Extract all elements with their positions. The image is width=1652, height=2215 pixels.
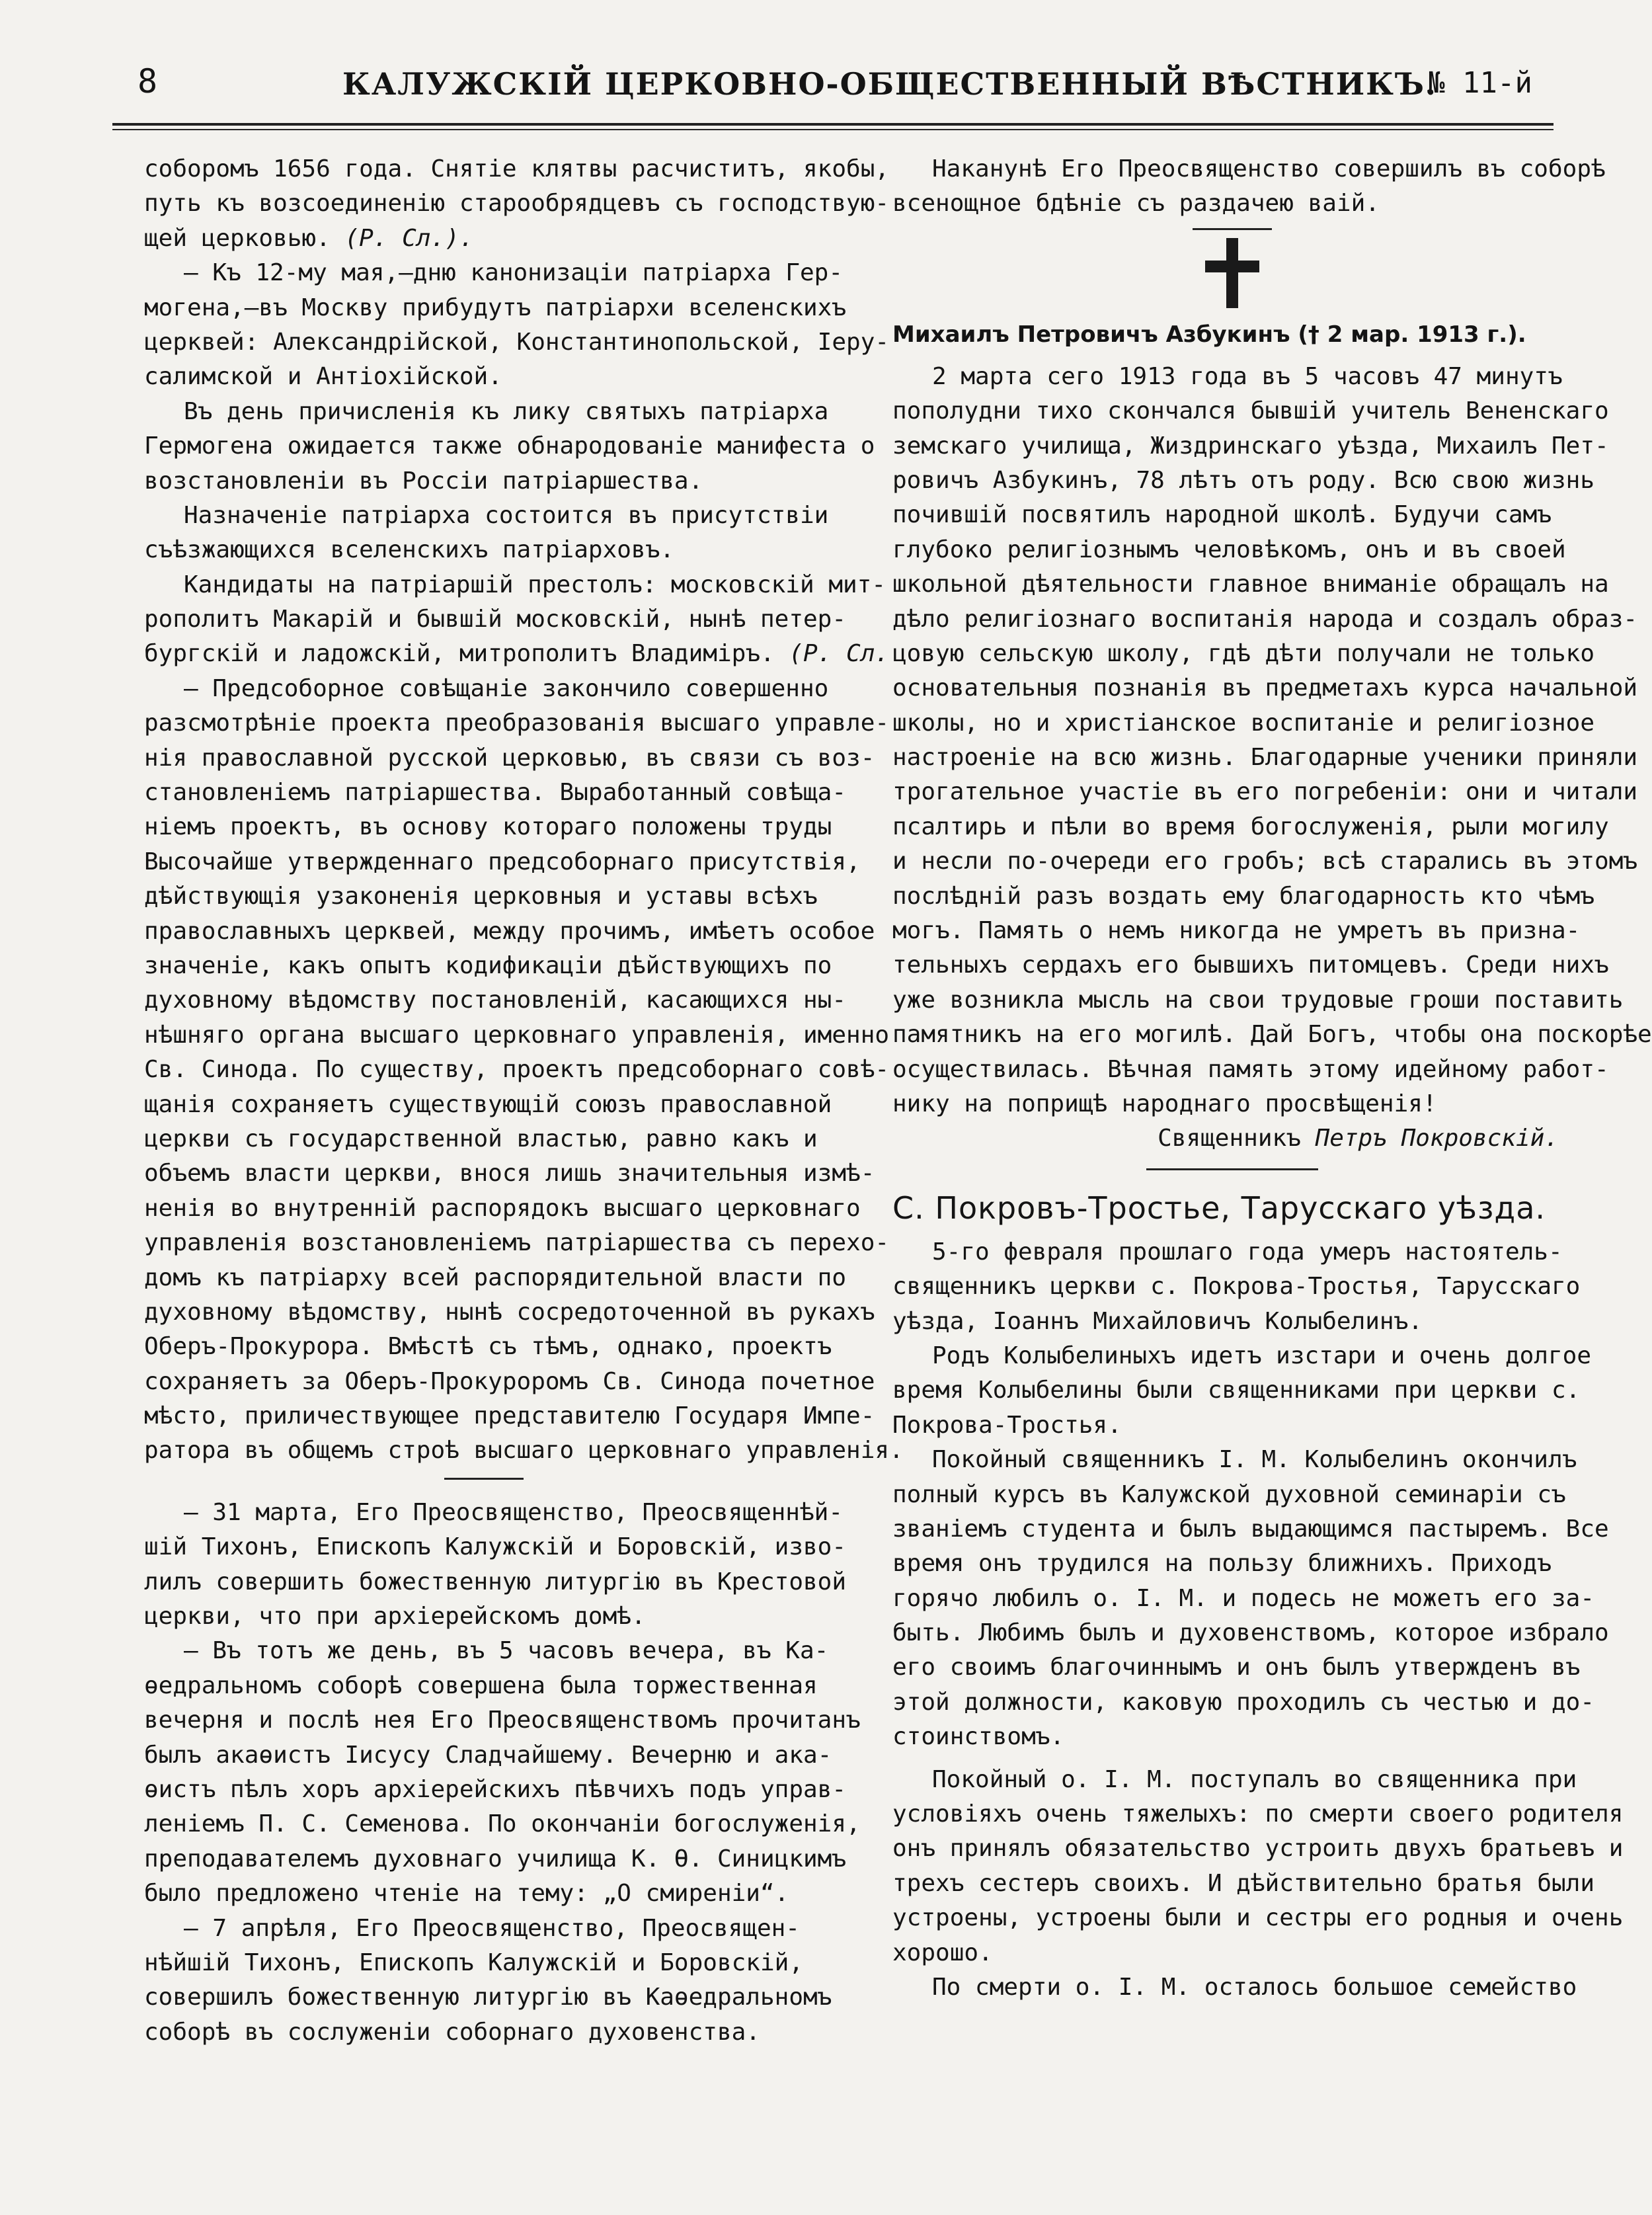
text-line: онъ принялъ обязательство устроить двухъ братьевъ и xyxy=(892,1835,1624,1863)
text-line: возстановленіи въ Россіи патріаршества. xyxy=(144,467,703,495)
text-line: церкви, что при архіерейскомъ домѣ. xyxy=(144,1603,646,1631)
text-line: Родъ Колыбелиныхъ идетъ изстари и очень долгое xyxy=(932,1342,1591,1369)
text-line: церкви съ государственной властью, равно какъ и xyxy=(144,1125,818,1152)
text-line: школы, но и христіанское воспитаніе и религіозное xyxy=(892,709,1595,737)
section-divider xyxy=(1193,228,1272,230)
text-line: путь къ возсоединенію старообрядцевъ съ господствую- xyxy=(144,190,890,218)
text-line: Покрова-Тростья. xyxy=(892,1411,1122,1439)
text-line: Гермогена ожидается также обнародованіе манифеста о xyxy=(144,432,875,460)
text-line: дѣло религіознаго воспитанія народа и создалъ образ- xyxy=(892,605,1638,633)
citation: (Р. Сл. xyxy=(789,640,890,668)
text-line: салимской и Антіохійской. xyxy=(144,363,502,391)
signature-name: Петръ Покровскій. xyxy=(1315,1125,1559,1152)
cross-icon xyxy=(1202,237,1262,309)
paragraph-gap xyxy=(892,1755,1572,1763)
text-line: духовному вѣдомству, нынѣ сосредоточенной въ рукахъ xyxy=(144,1298,875,1326)
signature-prefix: Священникъ xyxy=(1158,1125,1316,1152)
text-line: совершилъ божественную литургію въ Каѳедральномъ xyxy=(144,1984,832,2011)
text-line: трогательное участіе въ его погребеніи: они и читали xyxy=(892,778,1638,806)
text-line: Кандидаты на патріаршій престолъ: московскій мит- xyxy=(184,571,886,598)
text-line: всенощное бдѣніе съ раздачею ваій. xyxy=(892,190,1380,218)
section-divider xyxy=(444,1478,524,1480)
page-number: 8 xyxy=(138,62,158,101)
text-line: По смерти о. І. М. осталось большое семейство xyxy=(932,1973,1577,2001)
text-line: вечерня и послѣ нея Его Преосвященствомъ прочитанъ xyxy=(144,1707,861,1734)
right-column xyxy=(892,152,1652,2195)
text-line: Покойный священникъ І. М. Колыбелинъ окончилъ xyxy=(932,1446,1577,1474)
text-line: дѣйствующія узаконенія церковныя и уставы всѣхъ xyxy=(144,883,818,910)
text-line: разсмотрѣніе проекта преобразованія высшаго управле- xyxy=(144,709,890,737)
text-line: становленіемъ патріаршества. Выработанный совѣща- xyxy=(144,779,847,807)
text-line: — Предсоборное совѣщаніе закончило совершенно xyxy=(184,674,829,702)
text-line: Въ день причисленія къ лику святыхъ патріарха xyxy=(184,397,829,425)
text-line: соборѣ въ сослуженіи соборнаго духовенства. xyxy=(144,2018,760,2046)
text-line: нѣйшій Тихонъ, Епископъ Калужскій и Боровскій, xyxy=(144,1949,803,1976)
text-line: былъ акаѳистъ Іисусу Сладчайшему. Вечерню и ака- xyxy=(144,1741,832,1769)
text-line: Св. Синода. По существу, проектъ предсоборнаго совѣ- xyxy=(144,1056,890,1084)
text-line: почившій посвятилъ народной школѣ. Будучи самъ xyxy=(892,501,1552,529)
text-line: церквей: Александрійской, Константинопольской, Іеру- xyxy=(144,328,890,356)
text-line: уѣзда, Іоаннъ Михайловичъ Колыбелинъ. xyxy=(892,1307,1423,1335)
text-line: нику на поприщѣ народнаго просвѣщенія! xyxy=(892,1090,1437,1117)
text-line: трехъ сестеръ своихъ. И дѣйствительно братья были xyxy=(892,1869,1595,1897)
text-line: хорошо. xyxy=(892,1939,993,1966)
text-line: шій Тихонъ, Епископъ Калужскій и Боровскій, изво- xyxy=(144,1533,847,1561)
text-line: духовному вѣдомству постановленій, касающихся ны- xyxy=(144,987,847,1014)
signature xyxy=(892,1121,1572,1156)
text-line: управленія возстановленіемъ патріаршества съ перехо- xyxy=(144,1229,890,1257)
text-line: нѣшняго органа высшаго церковнаго управленія, именно xyxy=(144,1021,890,1049)
text-line: Высочайше утвержденнаго предсоборнаго присутствія, xyxy=(144,848,861,875)
text-line: — 7 апрѣля, Его Преосвященство, Преосвящен- xyxy=(184,1914,800,1942)
text-line: объемъ власти церкви, внося лишь значительныя измѣ- xyxy=(144,1160,875,1188)
text-line: полный курсъ въ Калужской духовной семинаріи съ xyxy=(892,1480,1566,1508)
text-line: могъ. Память о немъ никогда не умретъ въ призна- xyxy=(892,917,1581,945)
text-line: уже возникла мысль на свои трудовые гроши поставить xyxy=(892,986,1624,1014)
text-line: быть. Любимъ былъ и духовенствомъ, которое избрало xyxy=(892,1619,1609,1647)
text-line: время онъ трудился на пользу ближнихъ. Приходъ xyxy=(892,1550,1552,1578)
text-fragment: бургскій и ладожскій, митрополитъ Владиміръ. xyxy=(144,640,789,668)
text-line: ѳедральномъ соборѣ совершена была торжественная xyxy=(144,1671,818,1699)
text-line: сохраняетъ за Оберъ-Прокуроромъ Св. Синода почетное xyxy=(144,1367,875,1395)
text-line: памятникъ на его могилѣ. Дай Богъ, чтобы она поскорѣе xyxy=(892,1021,1652,1049)
text-line: могена,—въ Москву прибудутъ патріархи вселенскихъ xyxy=(144,294,847,321)
issue-number: № 11-й xyxy=(1427,66,1532,100)
text-line: 5-го февраля прошлаго года умеръ настоятель- xyxy=(932,1238,1563,1266)
text-line: псалтирь и пѣли во время богослуженія, рыли могилу xyxy=(892,813,1609,840)
text-line: его своимъ благочиннымъ и онъ былъ утвержденъ въ xyxy=(892,1654,1581,1681)
journal-title: КАЛУЖСКІЙ ЦЕРКОВНО-ОБЩЕСТВЕННЫЙ ВѢСТНИКЪ. xyxy=(342,66,1438,102)
page-header xyxy=(118,57,1532,110)
header-rule xyxy=(112,123,1554,130)
text-line: нія православной русской церковью, въ связи съ воз- xyxy=(144,744,875,772)
text-line: было предложено чтеніе на тему: „О смиреніи“. xyxy=(144,1880,789,1908)
left-column xyxy=(144,152,904,2195)
text-line: значеніе, какъ опытъ кодификаціи дѣйствующихъ по xyxy=(144,951,832,979)
text-line: тельныхъ сердахъ его бывшихъ питомцевъ. Среди нихъ xyxy=(892,951,1609,979)
text-line: леніемъ П. С. Семенова. По окончаніи богослуженія, xyxy=(144,1810,861,1838)
text-line: — 31 марта, Его Преосвященство, Преосвященнѣй- xyxy=(184,1498,843,1526)
text-line: осуществилась. Вѣчная память этому идейному работ- xyxy=(892,1055,1609,1083)
text-line: священникъ церкви с. Покрова-Тростья, Тарусскаго xyxy=(892,1273,1581,1301)
text-line: домъ къ патріарху всей распорядительной власти по xyxy=(144,1264,847,1291)
obituary-title: Михаилъ Петровичъ Азбукинъ († 2 мар. 1913 г.). xyxy=(892,321,1526,348)
text-line: этой должности, каковую проходилъ съ честью и до- xyxy=(892,1688,1595,1716)
text-line: горячо любилъ о. І. М. и подесь не можетъ его за- xyxy=(892,1584,1595,1612)
text-line: пополудни тихо скончался бывшій учитель Вененскаго xyxy=(892,397,1609,425)
text-line: ратора въ общемъ строѣ высшаго церковнаго управленія. xyxy=(144,1437,904,1465)
text-line: — Къ 12-му мая,—дню канонизаціи патріарха Гер- xyxy=(184,259,843,287)
text-line: Покойный о. І. М. поступалъ во священника при xyxy=(932,1765,1577,1793)
text-line: соборомъ 1656 года. Снятіе клятвы расчиститъ, якобы, xyxy=(144,155,890,182)
text-line: Оберъ-Прокурора. Вмѣстѣ съ тѣмъ, однако, проектъ xyxy=(144,1333,832,1361)
text-line: ровичъ Азбукинъ, 78 лѣтъ отъ роду. Всю свою жизнь xyxy=(892,466,1595,494)
text-line: цовую сельскую школу, гдѣ дѣти получали не только xyxy=(892,639,1595,667)
text-line: стоинствомъ. xyxy=(892,1723,1065,1751)
text-line xyxy=(144,222,824,256)
text-line: время Колыбелины были священниками при церкви с. xyxy=(892,1377,1581,1404)
text-line: и несли по-очереди его гробъ; всѣ старались въ этомъ xyxy=(892,848,1638,875)
text-line: послѣдній разъ воздать ему благодарность кто чѣмъ xyxy=(892,882,1595,910)
text-line: Назначеніе патріарха состоится въ присутствіи xyxy=(184,501,829,529)
text-line: Наканунѣ Его Преосвященство совершилъ въ соборѣ xyxy=(932,155,1606,182)
text-line: щанія сохраняетъ существующій союзъ православной xyxy=(144,1090,832,1118)
text-line: — Въ тотъ же день, въ 5 часовъ вечера, въ Ка- xyxy=(184,1637,829,1665)
text-line: школьной дѣятельности главное вниманіе обращалъ на xyxy=(892,571,1609,598)
text-line: мѣсто, приличествующее представителю Государя Импе- xyxy=(144,1402,875,1430)
section-divider xyxy=(1146,1168,1318,1170)
text-line: лилъ совершить божественную литургію въ Крестовой xyxy=(144,1568,847,1595)
citation: (Р. Сл.). xyxy=(344,224,474,252)
text-line: съѣзжающихся вселенскихъ патріарховъ. xyxy=(144,536,674,564)
text-line: званіемъ студента и былъ выдающимся пастыремъ. Все xyxy=(892,1515,1609,1543)
text-line xyxy=(144,637,890,671)
text-line: ніемъ проектъ, въ основу котораго положены труды xyxy=(144,813,832,841)
section-title: С. Покровъ-Тростье, Тарусскаго уѣзда. xyxy=(892,1189,1546,1226)
text-line: ѳистъ пѣлъ хоръ архіерейскихъ пѣвчихъ подъ управ- xyxy=(144,1775,847,1803)
text-line: глубоко религіознымъ человѣкомъ, онъ и въ своей xyxy=(892,536,1566,563)
text-line: настроеніе на всю жизнь. Благодарные ученики приняли xyxy=(892,744,1638,772)
text-line: основательныя познанія въ предметахъ курса начальной xyxy=(892,674,1638,702)
text-line: земскаго училища, Жиздринскаго уѣзда, Михаилъ Пет- xyxy=(892,432,1609,460)
text-line: православныхъ церквей, между прочимъ, имѣетъ особое xyxy=(144,917,875,945)
text-line: 2 марта сего 1913 года въ 5 часовъ 47 минутъ xyxy=(932,362,1563,390)
text-line: рополитъ Макарій и бывшій московскій, нынѣ петер- xyxy=(144,606,847,633)
text-line: условіяхъ очень тяжелыхъ: по смерти своего родителя xyxy=(892,1800,1624,1828)
text-line: ненія во внутренній распорядокъ высшаго церковнаго xyxy=(144,1194,861,1222)
text-line: преподавателемъ духовнаго училища К. Ѳ. Синицкимъ xyxy=(144,1845,847,1873)
text-line: устроены, устроены были и сестры его родныя и очень xyxy=(892,1904,1624,1932)
text-fragment: щей церковью. xyxy=(144,224,345,252)
